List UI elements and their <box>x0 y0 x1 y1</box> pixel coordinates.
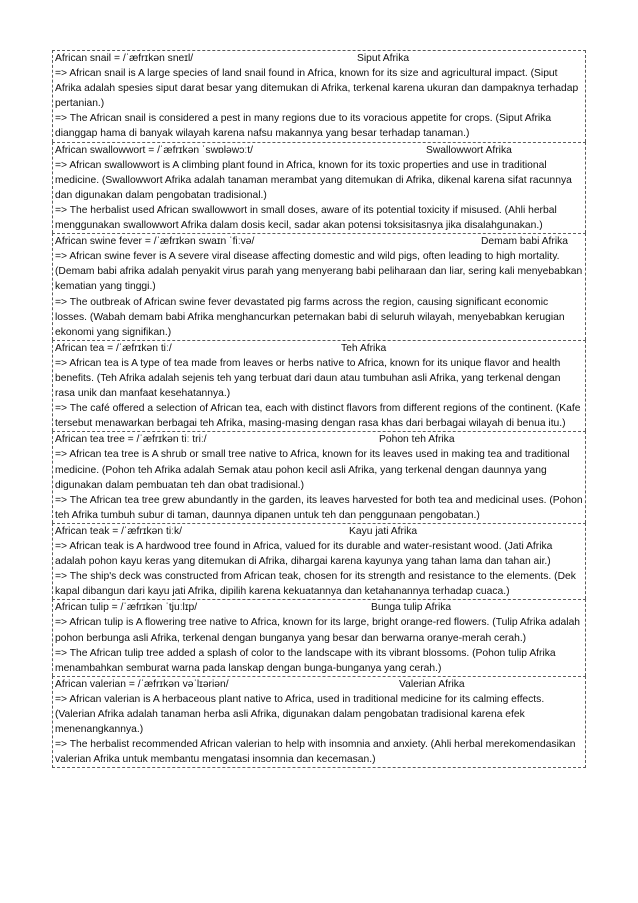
vocab-entry-african-snail <box>52 50 586 142</box>
vocab-entry-african-teak <box>52 523 586 599</box>
entry-definition: => African swine fever is A severe viral disease affecting domestic and wild pigs, often leading to high mortality. (Demam babi afrika adalah penyakit virus parah yang menyerang babi peliharaan dan liar, sering kali menyebabkan kematian yang tinggi.) <box>55 251 583 293</box>
entry-example: => The herbalist used African swallowwort in small doses, aware of its potential toxicity if misused. (Ahli herbal menggunakan swallowwort Afrika dalam dosis kecil, sadar akan potensi toksisitasnya jika disalahgunakan.) <box>55 204 557 232</box>
entry-definition: => African tulip is A flowering tree native to Africa, known for its large, bright orange-red flowers. (Tulip Afrika adalah pohon berbunga asli Afrika, terkenal dengan bunganya yang besar dan berwarna oranye-merah cerah.) <box>55 617 581 644</box>
entry-example: => The African tea tree grew abundantly in the garden, its leaves harvested for both tea and medicinal uses. (Pohon teh Afrika tumbuh subur di taman, daunnya dipanen untuk teh dan penggunaan pengobatan.) <box>55 494 583 521</box>
entry-term: African swallowwort = /ˈæfrɪkən ˈswɒləwɔːt/ <box>55 144 253 156</box>
entry-translation: Demam babi Afrika <box>481 236 568 248</box>
entry-term: African teak = /ˈæfrɪkən tiːk/ <box>55 525 182 537</box>
entry-translation: Teh Afrika <box>341 342 387 354</box>
entry-translation: Kayu jati Afrika <box>349 525 418 537</box>
entry-example: => The café offered a selection of African tea, each with distinct flavors from different regions of the continent. (Kafe tersebut menawarkan berbagai teh Afrika, masing-masing dengan rasa khas dari berbagai wilayah di benua itu.) <box>55 403 581 430</box>
entry-example: => The ship's deck was constructed from African teak, chosen for its strength and resistance to the elements. (Dek kapal dibangun dari kayu jati Afrika, dipilih karena kekuatannya dan ketahanannya terhadap cuaca.) <box>55 571 576 598</box>
entry-translation: Bunga tulip Afrika <box>371 602 452 614</box>
vocab-entry-african-swallowwort <box>52 142 586 234</box>
entry-term: African swine fever = /ˈæfrɪkən swaɪn ˈfiːvə/ <box>55 236 255 248</box>
entry-term: African tulip = /ˈæfrɪkən ˈtjuːlɪp/ <box>55 602 198 614</box>
entry-example: => The herbalist recommended African valerian to help with insomnia and anxiety. (Ahli herbal merekomendasikan valerian Afrika untuk membantu mengatasi insomnia dan kecemasan.) <box>55 739 576 766</box>
vocab-entry-african-tea <box>52 340 586 432</box>
entry-example: => The African tulip tree added a splash of color to the landscape with its vibrant blossoms. (Pohon tulip Afrika menambahkan semburat warna pada lanskap dengan bunga-bunganya yang cerah.) <box>55 647 556 674</box>
entry-translation: Swallowwort Afrika <box>426 144 512 156</box>
entry-term: African snail = /ˈæfrɪkən sneɪl/ <box>55 53 194 64</box>
entry-term: African valerian = /ˈæfrɪkən vəˈlɪəriən/ <box>55 678 229 690</box>
entry-translation: Siput Afrika <box>357 53 410 64</box>
entry-term: African tea tree = /ˈæfrɪkən tiː triː/ <box>55 434 207 446</box>
entry-example: => The outbreak of African swine fever devastated pig farms across the region, causing significant economic losses. (Wabah demam babi Afrika menghancurkan peternakan babi di seluruh wilayah, menyebabkan kerugian ekonomi yang signifikan.) <box>55 296 565 338</box>
vocab-entry-african-tulip <box>52 599 586 675</box>
vocab-entry-african-valerian <box>52 676 586 769</box>
entry-example: => The African snail is considered a pest in many regions due to its voracious appetite for crops. (Siput Afrika dianggap hama di banyak wilayah karena nafsu makannya yang besar terhadap tanaman.) <box>55 113 552 140</box>
entry-definition: => African snail is A large species of land snail found in Africa, known for its size and agricultural impact. (Siput Afrika adalah spesies siput darat besar yang ditemukan di Afrika, terkenal karena ukuran dan dampaknya terhadap pertanian.) <box>55 68 579 110</box>
entry-term: African tea = /ˈæfrɪkən tiː/ <box>55 342 172 354</box>
entry-definition: => African tea tree is A shrub or small tree native to Africa, known for its leaves used in making tea and traditional medicine. (Pohon teh Afrika adalah Semak atau pohon kecil asli Afrika, yang terkenal dengan daunnya yang digunakan dalam pembuatan teh dan obat tradisional.) <box>55 449 570 491</box>
vocab-entry-african-swine-fever <box>52 233 586 340</box>
entry-translation: Valerian Afrika <box>399 678 465 690</box>
entry-definition: => African teak is A hardwood tree found in Africa, valued for its durable and water-resistant wood. (Jati Afrika adalah pohon kayu keras yang ditemukan di Afrika, dihargai karena kayunya yang tahan lama dan tahan air.) <box>55 541 553 568</box>
entry-definition: => African valerian is A herbaceous plant native to Africa, used in traditional medicine for its calming effects. (Valerian Afrika adalah tanaman herba asli Afrika, digunakan dalam pengobatan tradisional karena efek menenangkannya.) <box>55 693 545 736</box>
vocabulary-list <box>52 50 586 768</box>
entry-definition: => African tea is A type of tea made from leaves or herbs native to Africa, known for its unique flavor and health benefits. (Teh Afrika adalah sejenis teh yang terbuat dari daun atau tumbuhan asli Afrika, yang terkenal dengan rasa unik dan manfaat kesehatannya.) <box>55 357 561 400</box>
entry-translation: Pohon teh Afrika <box>379 434 455 446</box>
entry-definition: => African swallowwort is A climbing plant found in Africa, known for its toxic properties and use in traditional medicine. (Swallowwort Afrika adalah tanaman merambat yang ditemukan di Afrika, dikenal karena sifat racunnya dan digunakan dalam pengobatan tradisional.) <box>55 159 572 201</box>
vocab-entry-african-tea-tree <box>52 431 586 523</box>
